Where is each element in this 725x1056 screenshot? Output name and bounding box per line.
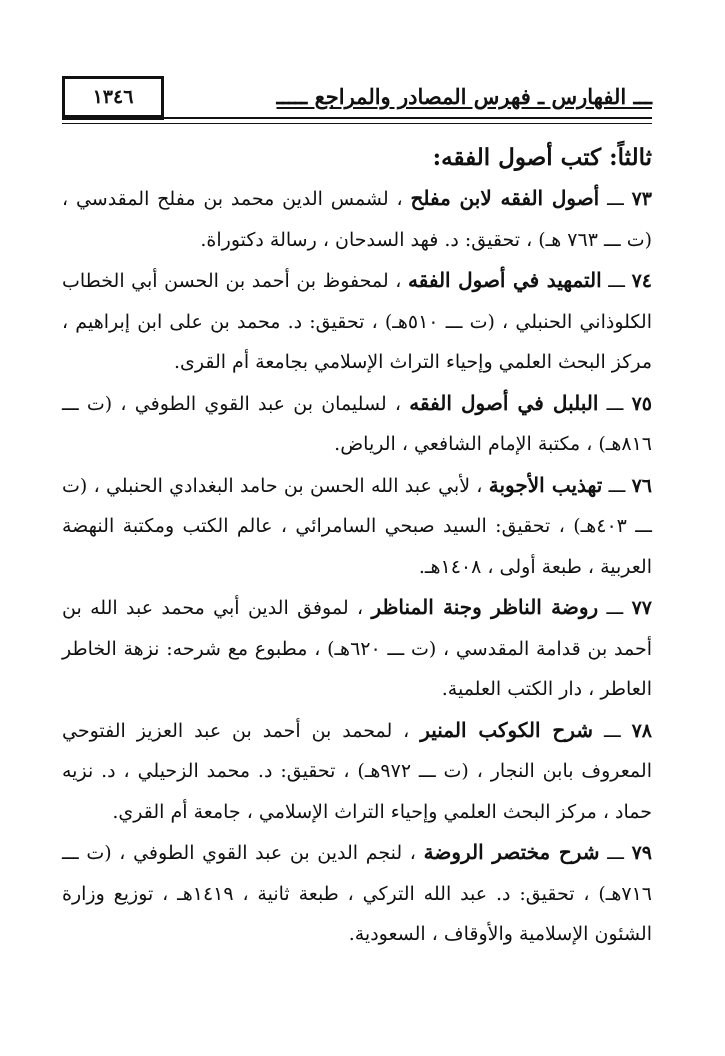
entry-text: ، لمحفوظ بن أحمد بن الحسن أبي الخطاب الكلوذاني الحنبلي ، (ت ـــ ٥١٠هـ) ، تحقيق: د. محمد بن على ابن إبراهيم ، مركز البحث العلمي وإحياء التراث الإسلامي بجامعة أم القرى. (62, 270, 652, 373)
entry-text: ، لسليمان بن عبد القوي الطوفي ، (ت ـــ ٨١٦هـ) ، مكتبة الإمام الشافعي ، الرياض. (62, 392, 652, 455)
header-rule-thin (62, 123, 652, 124)
entry-title: شرح مختصر الروضة (423, 840, 600, 864)
bibliography-entry: ٧٩ ـــ شرح مختصر الروضة ، لنجم الدين بن عبد القوي الطوفي ، (ت ـــ ٧١٦هـ) ، تحقيق: د. عبد الله التركي ، طبعة ثانية ، ١٤١٩هـ ، توزيع وزارة الشئون الإسلامية والأوقاف ، السعودية. (62, 840, 652, 945)
bibliography-entry: ٧٤ ـــ التمهيد في أصول الفقه ، لمحفوظ بن أحمد بن الحسن أبي الخطاب الكلوذاني الحنبلي ، (ت ـــ ٥١٠هـ) ، تحقيق: د. محمد بن على ابن إبراهيم ، مركز البحث العلمي وإحياء التراث الإسلامي بجامعة أم القرى. (62, 268, 652, 373)
entry-title: التمهيد في أصول الفقه (407, 268, 602, 292)
entry-title: شرح الكوكب المنير (420, 717, 594, 742)
bibliography-entry: ٧٨ ـــ شرح الكوكب المنير ، لمحمد بن أحمد بن عبد العزيز الفتوحي المعروف بابن النجار ، (ت ـــ ٩٧٢هـ) ، تحقيق: د. محمد الزحيلي ، د. نزيه حماد ، مركز البحث العلمي وإحياء التراث الإسلامي ، جامعة أم القري. (62, 717, 653, 823)
entry-text: ، لموفق الدين أبي محمد عبد الله بن أحمد بن قدامة المقدسي ، (ت ـــ ٦٢٠هـ) ، مطبوع مع شرحه: نزهة الخاطر العاطر ، دار الكتب العلمية. (62, 597, 653, 700)
entry-number: ٧٦ (631, 474, 652, 497)
entry-number: ٧٩ (631, 842, 652, 864)
entry-title: البلبل في أصول الفقه (409, 390, 599, 415)
running-header-title: ـــ الفهارس ـ فهرس المصادر والمراجع ـــــ (276, 84, 652, 109)
entry-text: ، لشمس الدين محمد بن مفلح المقدسي ، (ت ـــ ٧٦٣ هـ) ، تحقيق: د. فهد السدحان ، رسالة دكتوراة. (62, 188, 652, 251)
bibliography-entry: ٧٥ ـــ البلبل في أصول الفقه ، لسليمان بن عبد القوي الطوفي ، (ت ـــ ٨١٦هـ) ، مكتبة الإمام الشافعي ، الرياض. (62, 390, 652, 455)
entry-title: تهذيب الأجوبة (488, 472, 603, 497)
entry-title: روضة الناظر وجنة المناظر (371, 595, 599, 619)
entry-text: ، لمحمد بن أحمد بن عبد العزيز الفتوحي المعروف بابن النجار ، (ت ـــ ٩٧٢هـ) ، تحقيق: د. محمد الزحيلي ، د. نزيه حماد ، مركز البحث العلمي وإحياء التراث الإسلامي ، جامعة أم القري. (62, 719, 652, 823)
section-heading: ثالثاً: كتب أصول الفقه: (432, 144, 652, 171)
page-number: ١٣٤٦ (62, 76, 164, 120)
page-header (62, 76, 652, 126)
bibliography-entry: ٧٣ ـــ أصول الفقه لابن مفلح ، لشمس الدين محمد بن مفلح المقدسي ، (ت ـــ ٧٦٣ هـ) ، تحقيق: د. فهد السدحان ، رسالة دكتوراة. (62, 186, 653, 251)
entry-number: ٧٧ (631, 597, 652, 619)
bibliography-entry: ٧٦ ـــ تهذيب الأجوبة ، لأبي عبد الله الحسن بن حامد البغدادي الحنبلي ، (ت ـــ ٤٠٣هـ) ، تحقيق: السيد صبحي السامرائي ، عالم الكتب ومكتبة النهضة العربية ، طبعة أولى ، ١٤٠٨هـ. (62, 472, 652, 578)
entry-text: ، لأبي عبد الله الحسن بن حامد البغدادي الحنبلي ، (ت ـــ ٤٠٣هـ) ، تحقيق: السيد صبحي السامرائي ، عالم الكتب ومكتبة النهضة العربية ، طبعة أولى ، ١٤٠٨هـ. (62, 474, 652, 578)
entry-text: ، لنجم الدين بن عبد القوي الطوفي ، (ت ـــ ٧١٦هـ) ، تحقيق: د. عبد الله التركي ، طبعة ثانية ، ١٤١٩هـ ، توزيع وزارة الشئون الإسلامية والأوقاف ، السعودية. (62, 842, 652, 945)
entry-title: أصول الفقه لابن مفلح (410, 186, 600, 210)
header-rule-thick (62, 117, 652, 119)
entry-number: ٧٤ (631, 270, 652, 292)
entry-number: ٧٣ (631, 188, 653, 210)
content-body (62, 138, 652, 955)
bibliography-entry: ٧٧ ـــ روضة الناظر وجنة المناظر ، لموفق الدين أبي محمد عبد الله بن أحمد بن قدامة المقدسي ، (ت ـــ ٦٢٠هـ) ، مطبوع مع شرحه: نزهة الخاطر العاطر ، دار الكتب العلمية. (62, 595, 653, 700)
entry-number: ٧٥ (631, 392, 652, 415)
entry-number: ٧٨ (631, 719, 653, 742)
